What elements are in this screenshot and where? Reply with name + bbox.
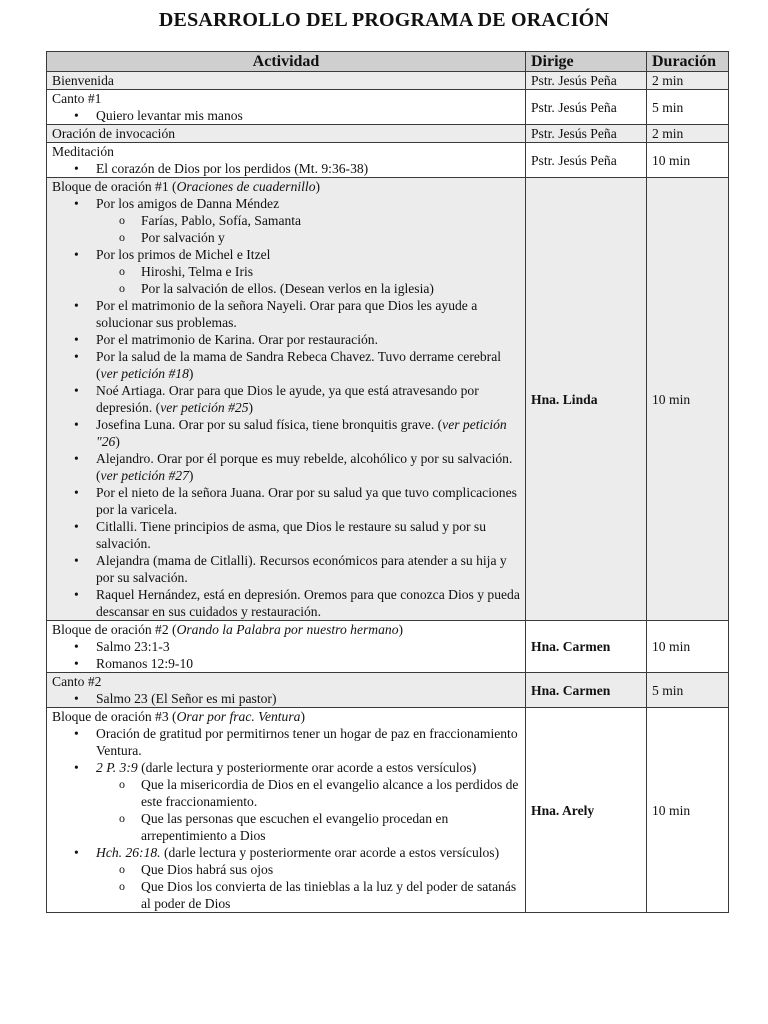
bullet-list bbox=[52, 638, 520, 672]
list-item: • 2 P. 3:9 (darle lectura y posteriormente orar acorde a estos versículos) bbox=[52, 759, 520, 776]
leader-cell: Hna. Carmen bbox=[526, 673, 647, 708]
bullet-list bbox=[52, 690, 520, 707]
table-row bbox=[47, 72, 729, 90]
leader-cell: Pstr. Jesús Peña bbox=[526, 143, 647, 178]
list-item: • Oración de gratitud por permitirnos tener un hogar de paz en fraccionamiento Ventura. bbox=[52, 725, 520, 759]
leader-cell: Hna. Linda bbox=[526, 178, 647, 621]
activity-cell: Oración de invocación bbox=[47, 125, 526, 143]
bullet-list bbox=[52, 107, 520, 124]
table-row bbox=[47, 90, 729, 125]
table-row bbox=[47, 125, 729, 143]
duration-cell: 2 min bbox=[647, 72, 729, 90]
list-item: • Citlalli. Tiene principios de asma, que Dios le restaure su salud y por su salvación. bbox=[52, 518, 520, 552]
activity-cell bbox=[47, 621, 526, 673]
duration-cell: 10 min bbox=[647, 143, 729, 178]
activity-title: Meditación bbox=[52, 144, 114, 159]
bullet-list bbox=[52, 160, 520, 177]
list-item: • Hch. 26:18. (darle lectura y posteriormente orar acorde a estos versículos) bbox=[52, 844, 520, 861]
duration-cell: 10 min bbox=[647, 178, 729, 621]
sub-list-item: o Farías, Pablo, Sofía, Samanta bbox=[52, 212, 520, 229]
sub-list-item: o Que Dios habrá sus ojos bbox=[52, 861, 520, 878]
table-row bbox=[47, 178, 729, 621]
list-item: • Josefina Luna. Orar por su salud física, tiene bronquitis grave. (ver petición "26) bbox=[52, 416, 520, 450]
sub-list-item: o Por salvación y bbox=[52, 229, 520, 246]
bullet-list bbox=[52, 725, 520, 912]
activity-title: Canto #2 bbox=[52, 674, 102, 689]
list-item: • Salmo 23:1-3 bbox=[52, 638, 520, 655]
activity-cell bbox=[47, 90, 526, 125]
list-item: • Por el matrimonio de Karina. Orar por restauración. bbox=[52, 331, 520, 348]
list-item: • Por los amigos de Danna Méndez bbox=[52, 195, 520, 212]
leader-cell: Hna. Carmen bbox=[526, 621, 647, 673]
leader-cell: Pstr. Jesús Peña bbox=[526, 90, 647, 125]
sub-list-item: o Que las personas que escuchen el evangelio procedan en arrepentimiento a Dios bbox=[52, 810, 520, 844]
header-dirige: Dirige bbox=[526, 52, 647, 72]
activity-cell: Bienvenida bbox=[47, 72, 526, 90]
list-item: • Por el matrimonio de la señora Nayeli. Orar para que Dios les ayude a solucionar sus problemas. bbox=[52, 297, 520, 331]
activity-title: Bloque de oración #3 (Orar por frac. Ventura) bbox=[52, 709, 305, 724]
list-item: • Por el nieto de la señora Juana. Orar por su salud ya que tuvo complicaciones por la varicela. bbox=[52, 484, 520, 518]
duration-cell: 5 min bbox=[647, 673, 729, 708]
list-item: • El corazón de Dios por los perdidos (Mt. 9:36-38) bbox=[52, 160, 520, 177]
list-item: • Raquel Hernández, está en depresión. Oremos para que conozca Dios y pueda descansar en sus cuidados y restauración. bbox=[52, 586, 520, 620]
table-row bbox=[47, 673, 729, 708]
page-title: DESARROLLO DEL PROGRAMA DE ORACIÓN bbox=[158, 9, 610, 31]
activity-cell bbox=[47, 673, 526, 708]
list-item: • Salmo 23 (El Señor es mi pastor) bbox=[52, 690, 520, 707]
sub-list-item: o Por la salvación de ellos. (Desean verlos en la iglesia) bbox=[52, 280, 520, 297]
list-item: • Por la salud de la mama de Sandra Rebeca Chavez. Tuvo derrame cerebral (ver petición #18) bbox=[52, 348, 520, 382]
activity-cell bbox=[47, 178, 526, 621]
program-table bbox=[46, 51, 729, 913]
activity-cell bbox=[47, 708, 526, 913]
activity-title: Bloque de oración #1 (Oraciones de cuadernillo) bbox=[52, 179, 321, 194]
sub-list-item: o Que Dios los convierta de las tinieblas a la luz y del poder de satanás al poder de Dios bbox=[52, 878, 520, 912]
duration-cell: 2 min bbox=[647, 125, 729, 143]
list-item: • Alejandra (mama de Citlalli). Recursos económicos para atender a su hija y por su salvación. bbox=[52, 552, 520, 586]
table-row bbox=[47, 143, 729, 178]
activity-title: Canto #1 bbox=[52, 91, 102, 106]
duration-cell: 5 min bbox=[647, 90, 729, 125]
leader-cell: Pstr. Jesús Peña bbox=[526, 72, 647, 90]
leader-cell: Hna. Arely bbox=[526, 708, 647, 913]
list-item: • Quiero levantar mis manos bbox=[52, 107, 520, 124]
duration-cell: 10 min bbox=[647, 621, 729, 673]
activity-cell bbox=[47, 143, 526, 178]
header-duracion: Duración bbox=[647, 52, 729, 72]
list-item: • Por los primos de Michel e Itzel bbox=[52, 246, 520, 263]
list-item: • Noé Artiaga. Orar para que Dios le ayude, ya que está atravesando por depresión. (ver petición #25) bbox=[52, 382, 520, 416]
table-row bbox=[47, 621, 729, 673]
list-item: • Romanos 12:9-10 bbox=[52, 655, 520, 672]
leader-cell: Pstr. Jesús Peña bbox=[526, 125, 647, 143]
bullet-list bbox=[52, 195, 520, 620]
sub-list-item: o Hiroshi, Telma e Iris bbox=[52, 263, 520, 280]
sub-list-item: o Que la misericordia de Dios en el evangelio alcance a los perdidos de este fraccionamiento. bbox=[52, 776, 520, 810]
header-row bbox=[47, 52, 729, 72]
header-actividad: Actividad bbox=[47, 52, 526, 72]
list-item: • Alejandro. Orar por él porque es muy rebelde, alcohólico y por su salvación. (ver petición #27) bbox=[52, 450, 520, 484]
activity-title: Bloque de oración #2 (Orando la Palabra por nuestro hermano) bbox=[52, 622, 404, 637]
table-row bbox=[47, 708, 729, 913]
duration-cell: 10 min bbox=[647, 708, 729, 913]
